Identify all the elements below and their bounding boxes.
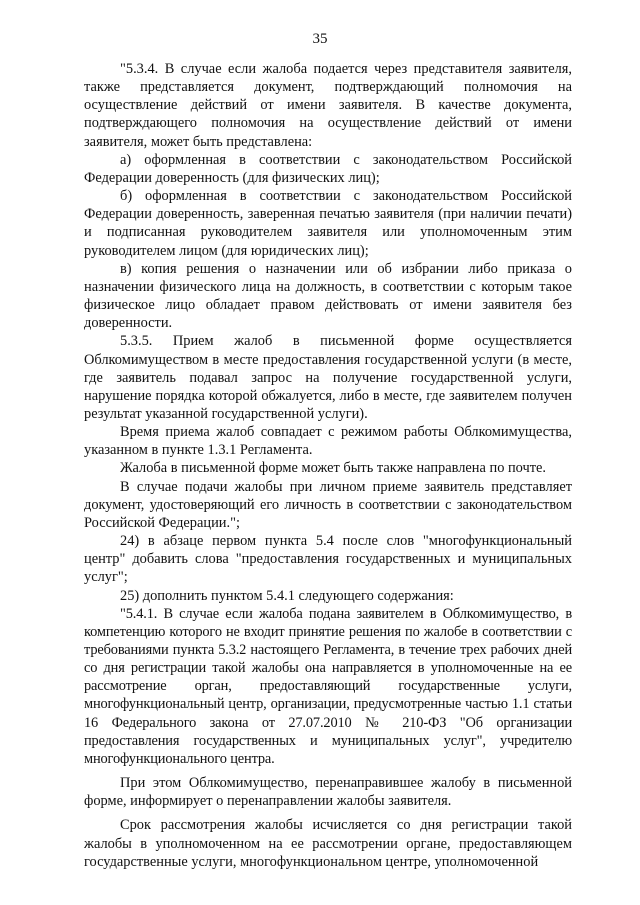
paragraph-amendment-25: 25) дополнить пунктом 5.4.1 следующего содержания: xyxy=(120,587,454,604)
paragraph-review-period: Срок рассмотрения жалобы исчисляется со дня регистрации такой жалобы в уполномоченном на ее рассмотрении органе, предоставляющем государственные услуги, многофункциональном центре, уполномоченной xyxy=(84,817,572,870)
paragraph-item-b: б) оформленная в соответствии с законодательством Российской Федерации доверенность, заверенная печатью заявителя (при наличии печати) и подписанная руководителем заявителя или уполномоченным этим руководителем лицом (для юридических лиц); xyxy=(84,188,572,259)
paragraph-personal-reception: В случае подачи жалобы при личном приеме заявитель представляет документ, удостоверяющий его личность в соответствии с законодательством Российской Федерации."; xyxy=(84,478,572,531)
paragraph-5-3-5: 5.3.5. Прием жалоб в письменной форме осуществляется Облкомимуществом в месте предоставления государственной услуги (в месте, где заявитель подавал запрос на получение государственной услуги, нарушение порядка которой обжалуется, либо в месте, где заявителем получен результат указанной государственной услуги). xyxy=(84,333,572,422)
paragraph-5-4-1: "5.4.1. В случае если жалоба подана заявителем в Облкомимущество, в компетенцию которого не входит принятие решения по жалобе в соответствии с требованиями пункта 5.3.2 настоящего Регламента, в течение трех рабочих дней со дня регистрации такой жалобы она направляется в уполномоченные на ее рассмотрение орган, предоставляющий государственные услуги, многофункциональный центр, организации, предусмотренные частью 1.1 статьи 16 Федерального закона от 27.07.2010 № 210-ФЗ "Об организации предоставления государственных и муниципальных услуг", учредителю многофункционального центра. xyxy=(84,605,572,767)
paragraph-amendment-24: 24) в абзаце первом пункта 5.4 после слов "многофункциональный центр" добавить слова "предоставления государственных и муниципальных услуг"; xyxy=(84,533,572,586)
document-body xyxy=(84,60,572,871)
page-number: 35 xyxy=(312,31,328,47)
paragraph-redirect-notice: При этом Облкомимущество, перенаправившее жалобу в письменной форме, информирует о перенаправлении жалобы заявителя. xyxy=(84,775,572,810)
paragraph-reception-time: Время приема жалоб совпадает с режимом работы Облкомимущества, указанном в пункте 1.3.1 Регламента. xyxy=(84,424,572,459)
paragraph-item-v: в) копия решения о назначении или об избрании либо приказа о назначении физического лица на должность, в соответствии с которым такое физическое лицо обладает правом действовать от имени заявителя без доверенности. xyxy=(84,260,572,332)
paragraph-5-3-4: "5.3.4. В случае если жалоба подается через представителя заявителя, также представляется документ, подтверждающий полномочия на осуществление действий от имени заявителя. В качестве документа, подтверждающего полномочия на осуществление действий от имени заявителя, может быть представлена: xyxy=(84,61,572,150)
paragraph-postal-complaint: Жалоба в письменной форме может быть также направлена по почте. xyxy=(120,460,547,477)
paragraph-item-a: а) оформленная в соответствии с законодательством Российской Федерации доверенность (для физических лиц); xyxy=(84,151,572,186)
